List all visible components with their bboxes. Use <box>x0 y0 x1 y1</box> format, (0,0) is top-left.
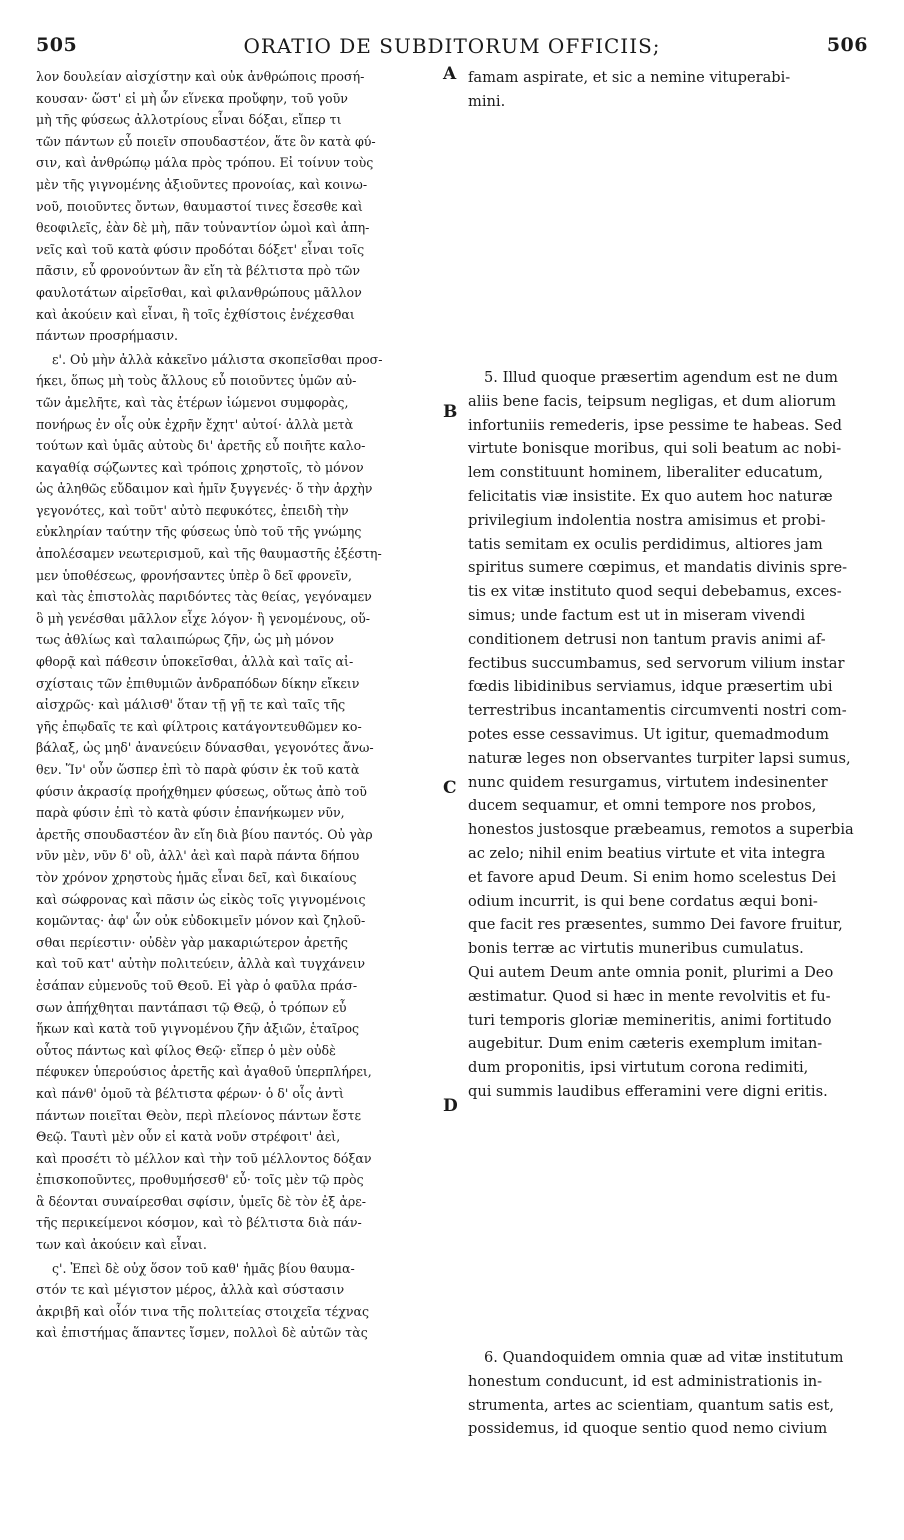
text-line: τῆς περικείμενοι κόσμον, καὶ τὸ βέλτιστα διὰ πάν- <box>36 1215 362 1231</box>
text-line: εὐκληρίαν ταύτην τῆς φύσεως ὑπὸ τοῦ τῆς γνώμης <box>36 524 362 540</box>
text-line: σιν, καὶ ἀνθρώπῳ μάλα πρὸς τρόπου. Εἰ τοίνυν τοὺς <box>36 155 374 171</box>
greek-column <box>36 66 438 1344</box>
text-line: φθορᾷ καὶ πάθεσιν ὑποκεῖσθαι, ἀλλὰ καὶ ταῖς αἰ- <box>36 654 354 670</box>
text-line: naturæ leges non observantes turpiter lapsi sumus, <box>468 749 851 767</box>
text-line: aliis bene facis, teipsum negligas, et dum aliorum <box>468 392 836 410</box>
text-line: μεν ὑποθέσεως, φρονήσαντες ὑπὲρ ὃ δεῖ φρονεῖν, <box>36 567 353 583</box>
text-line: ἐσάπαν εὐμενοῦς τοῦ Θεοῦ. Εἰ γὰρ ὁ φαῦλα πράσ- <box>36 977 358 993</box>
text-line: τῶν πάντων εὖ ποιεῖν σπουδαστέον, ἅτε ὃν κατὰ φύ- <box>36 133 376 149</box>
text-line: 5. Illud quoque præsertim agendum est ne dum <box>484 369 838 386</box>
text-line: simus; unde factum est ut in miseram vivendi <box>468 606 806 624</box>
text-line: mini. <box>468 92 506 110</box>
text-line: τούτων καὶ ὑμᾶς αὐτοὺς δι' ἀρετῆς εὖ ποιῆτε καλο- <box>36 438 366 454</box>
text-line: πάντων ποιεῖται Θεὸν, περὶ πλείονος πάντων ἔστε <box>36 1107 362 1123</box>
text-line: θεοφιλεῖς, ἐὰν δὲ μὴ, πᾶν τοὐναντίον ὠμοὶ καὶ ἀπη- <box>36 220 370 236</box>
text-line: καὶ πάνθ' ὁμοῦ τὰ βέλτιστα φέρων· ὁ δ' οἷς ἀντὶ <box>36 1085 344 1101</box>
text-line: καὶ ἐπιστήμας ἅπαντες ἴσμεν, πολλοὶ δὲ αὐτῶν τὰς <box>36 1325 368 1341</box>
text-line: honestum conducunt, id est administrationis in- <box>468 1372 823 1390</box>
text-line: nunc quidem resurgamus, virtutem indesinenter <box>468 773 828 791</box>
text-line: πέφυκεν ὑπερούσιος ἀρετῆς καὶ ἀγαθοῦ ὑπερπλήρει, <box>36 1064 372 1080</box>
text-line: ἐπισκοποῦντες, προθυμήσεσθ' εὖ· τοῖς μὲν τῷ πρὸς <box>36 1172 364 1188</box>
margin-letter-c: C <box>443 778 457 798</box>
running-header <box>36 34 868 60</box>
text-line: καὶ τοῦ κατ' αὐτὴν πολιτεύειν, ἀλλὰ καὶ τυγχάνειν <box>36 956 366 972</box>
text-line: honestos justosque præbeamus, remotos a superbia <box>468 821 854 839</box>
text-line: strumenta, artes ac scientiam, quantum satis est, <box>468 1396 835 1414</box>
text-line: virtute bonisque moribus, qui soli beatum ac nobi- <box>468 440 842 458</box>
text-line: conditionem detrusi non tantum pravis animi af- <box>468 630 826 648</box>
text-line: bonis terræ ac virtutis muneribus cumulatus. <box>468 940 804 958</box>
text-line: κομῶντας· ἀφ' ὧν οὐκ εὐδοκιμεῖν μόνον καὶ ζηλοῦ- <box>36 913 366 929</box>
text-line: νῦν μὲν, νῦν δ' οὒ, ἀλλ' ἀεὶ καὶ παρὰ πάντα δήπου <box>36 848 360 864</box>
text-line: famam aspirate, et sic a nemine vituperabi- <box>468 69 791 86</box>
text-line: πάντων προσρήμασιν. <box>36 328 179 344</box>
text-line: τὸν χρόνον χρηστοὺς ἡμᾶς εἶναι δεῖ, καὶ δικαίους <box>36 869 357 885</box>
margin-letter-d: D <box>443 1096 458 1116</box>
text-line: ὃ μὴ γενέσθαι μᾶλλον εἶχε λόγον· ἢ γενομένους, οὕ- <box>36 610 371 626</box>
text-line: καὶ σώφρονας καὶ πᾶσιν ὡς εἰκὸς τοῖς γιγνομένοις <box>36 891 366 907</box>
text-line: σθαι περίεστιν· οὐδὲν γὰρ μακαριώτερον ἀρετῆς <box>36 934 348 950</box>
text-line: et favore apud Deum. Si enim homo scelestus Dei <box>468 868 837 886</box>
text-line: Θεῷ. Ταυτὶ μὲν οὖν εἰ κατὰ νοῦν στρέφοιτ' ἀεὶ, <box>36 1129 341 1145</box>
text-line: των καὶ ἀκούειν καὶ εἶναι. <box>36 1237 207 1253</box>
text-line: ἀκριβῆ καὶ οἷόν τινα τῆς πολιτείας στοιχεῖα τέχνας <box>36 1303 370 1319</box>
text-line: possidemus, id quoque sentio quod nemo civium <box>468 1420 828 1438</box>
text-line: νεῖς καὶ τοῦ κατὰ φύσιν προδόται δόξετ' εἶναι τοῖς <box>36 241 365 257</box>
text-line: Qui autem Deum ante omnia ponit, plurimi a Deo <box>468 963 834 981</box>
text-line: γεγονότες, καὶ τοῦτ' αὐτὸ πεφυκότες, ἐπειδὴ τὴν <box>36 502 349 518</box>
latin-paragraph-4-end <box>468 66 872 114</box>
text-line: σχίσταις τῶν ἐπιθυμιῶν ἀνδραπόδων δίκην εἴκειν <box>36 675 360 691</box>
text-line: μὴ τῆς φύσεως ἀλλοτρίους εἶναι δόξαι, εἴπερ τι <box>36 112 342 128</box>
text-line: felicitatis viæ insistite. Ex quo autem hoc naturæ <box>468 487 833 505</box>
margin-letter-b: B <box>443 402 458 422</box>
text-line: σων ἀπήχθηται παντάπασι τῷ Θεῷ, ὁ τρόπων εὖ <box>36 999 347 1015</box>
text-line: βάλαξ, ὡς μηδ' ἀνανεύειν δύνασθαι, γεγονότες ἄνω- <box>36 740 374 756</box>
text-line: tatis semitam ex oculis perdidimus, altiores jam <box>468 535 823 553</box>
running-title: ORATIO DE SUBDITORUM OFFICIIS; <box>243 34 661 58</box>
text-line: ἀρετῆς σπουδαστέον ἂν εἴη διὰ βίου παντός. Οὐ γὰρ <box>36 826 373 842</box>
page-number-left: 505 <box>36 34 78 56</box>
text-line: qui summis laudibus efferamini vere digni eritis. <box>468 1082 828 1100</box>
text-line: παρὰ φύσιν ἐπὶ τὸ κατὰ φύσιν ἐπανήκωμεν νῦν, <box>36 805 345 821</box>
text-line: tis ex vitæ instituto quod sequi debebamus, exces- <box>468 583 842 601</box>
text-line: privilegium indolentia nostra amisimus et probi- <box>468 511 826 529</box>
margin-letter-a: A <box>443 64 457 84</box>
text-line: φαυλοτάτων αἱρεῖσθαι, καὶ φιλανθρώπους μᾶλλον <box>36 284 362 300</box>
text-line: ήκει, ὅπως μὴ τοὺς ἄλλους εὖ ποιοῦντες ὑμῶν αὐ- <box>36 373 357 389</box>
text-line: spiritus sumere cœpimus, et mandatis divinis spre- <box>468 559 848 577</box>
text-line: 6. Quandoquidem omnia quæ ad vitæ institutum <box>484 1349 844 1366</box>
text-line: infortuniis remederis, ipse pessime te habeas. Sed <box>468 416 843 434</box>
latin-paragraph-5 <box>468 366 872 1104</box>
text-line: πονήρως ἐν οἷς οὐκ ἐχρῆν ἔχητ' αὐτοί· ἀλλὰ μετὰ <box>36 416 354 432</box>
text-line: ducem sequamur, et omni tempore nos probos, <box>468 797 817 815</box>
text-line: ὡς ἀληθῶς εὔδαιμον καὶ ἡμῖν ξυγγενές· ὅ τὴν ἀρχὴν <box>36 481 373 497</box>
text-line: κουσαν· ὥστ' εἰ μὴ ὧν εἵνεκα προὔφην, τοῦ γοῦν <box>36 90 348 106</box>
text-line: fœdis libidinibus serviamus, idque præsertim ubi <box>468 678 833 696</box>
text-line: καὶ προσέτι τὸ μέλλον καὶ τὴν τοῦ μέλλοντος δόξαν <box>36 1150 372 1166</box>
text-line: γῆς ἐπῳδαῖς τε καὶ φίλτροις κατάγοντευθῶμεν κο- <box>36 718 362 734</box>
text-line: lem constituunt hominem, liberaliter educatum, <box>468 464 824 482</box>
text-line: que facit res præsentes, summo Dei favore fruitur, <box>468 916 843 934</box>
text-line: ac zelo; nihil enim beatius virtute et vita integra <box>468 844 826 862</box>
text-line: μὲν τῆς γιγνομένης ἀξιοῦντες προνοίας, καὶ κοινω- <box>36 176 368 192</box>
text-line: καὶ τὰς ἐπιστολὰς παριδόντες τὰς θείας, γεγόναμεν <box>36 589 372 605</box>
page-number-right: 506 <box>826 34 868 56</box>
text-line: λον δουλείαν αἰσχίστην καὶ οὐκ ἀνθρώποις προσή- <box>36 69 365 84</box>
text-line: turi temporis gloriæ memineritis, animi fortitudo <box>468 1011 832 1029</box>
text-line: οὗτος πάντως καὶ φίλος Θεῷ· εἴπερ ὁ μὲν οὐδὲ <box>36 1042 336 1058</box>
text-line: ς'. Ἐπεὶ δὲ οὐχ ὅσον τοῦ καθ' ἡμᾶς βίου θαυμα- <box>52 1260 355 1276</box>
text-line: ε'. Οὐ μὴν ἀλλὰ κἀκεῖνο μάλιστα σκοπεῖσθαι προσ- <box>52 351 383 367</box>
latin-paragraph-6 <box>468 1346 872 1441</box>
text-line: νοῦ, ποιοῦντες ὄντων, θαυμαστοί τινες ἔσεσθε καὶ <box>36 198 363 214</box>
text-line: æstimatur. Quod si hæc in mente revolvitis et fu- <box>468 987 831 1005</box>
text-line: πᾶσιν, εὖ φρονούντων ἂν εἴη τὰ βέλτιστα πρὸ τῶν <box>36 263 360 279</box>
text-line: dum proponitis, ipsi virtutum corona redimiti, <box>468 1059 809 1077</box>
text-line: potes esse cessavimus. Ut igitur, quemadmodum <box>468 725 829 743</box>
text-line: terrestribus incantamentis circumventi nostri com- <box>468 702 847 720</box>
text-line: ἃ δέονται συναίρεσθαι σφίσιν, ὑμεῖς δὲ τὸν ἐξ ἀρε- <box>36 1193 367 1209</box>
text-line: ἥκων καὶ κατὰ τοῦ γιγνομένου ζῆν ἀξιῶν, ἑταῖρος <box>36 1021 360 1037</box>
text-line: στόν τε καὶ μέγιστον μέρος, ἀλλὰ καὶ σύστασιν <box>36 1282 345 1298</box>
text-line: ἀπολέσαμεν νεωτερισμοῦ, καὶ τῆς θαυμαστῆς ἐξέστη- <box>36 546 382 562</box>
text-line: αἰσχρῶς· καὶ μάλισθ' ὅταν τῇ γῇ τε καὶ ταῖς τῆς <box>36 697 346 713</box>
text-line: fectibus succumbamus, sed servorum vilium instar <box>468 654 845 672</box>
text-line: odium incurrit, is qui bene cordatus æqui boni- <box>468 892 818 910</box>
text-line: τῶν ἀμελῆτε, καὶ τὰς ἑτέρων ἰώμενοι συμφορὰς, <box>36 394 349 410</box>
text-line: augebitur. Dum enim cæteris exemplum imitan- <box>468 1035 823 1053</box>
text-line: θεν. Ἵν' οὖν ὥσπερ ἐπὶ τὸ παρὰ φύσιν ἐκ τοῦ κατὰ <box>36 762 360 777</box>
text-line: καγαθίᾳ σῴζωντες καὶ τρόποις χρηστοῖς, τὸ μόνον <box>36 459 364 475</box>
text-line: τως ἀθλίως καὶ ταλαιπώρως ζῆν, ὡς μὴ μόνον <box>36 632 334 648</box>
text-line: φύσιν ἀκρασίᾳ προήχθημεν φύσεως, οὕτως ἀπὸ τοῦ <box>36 783 367 799</box>
text-line: καὶ ἀκούειν καὶ εἶναι, ἢ τοῖς ἐχθίστοις ἐνέχεσθαι <box>36 306 355 322</box>
